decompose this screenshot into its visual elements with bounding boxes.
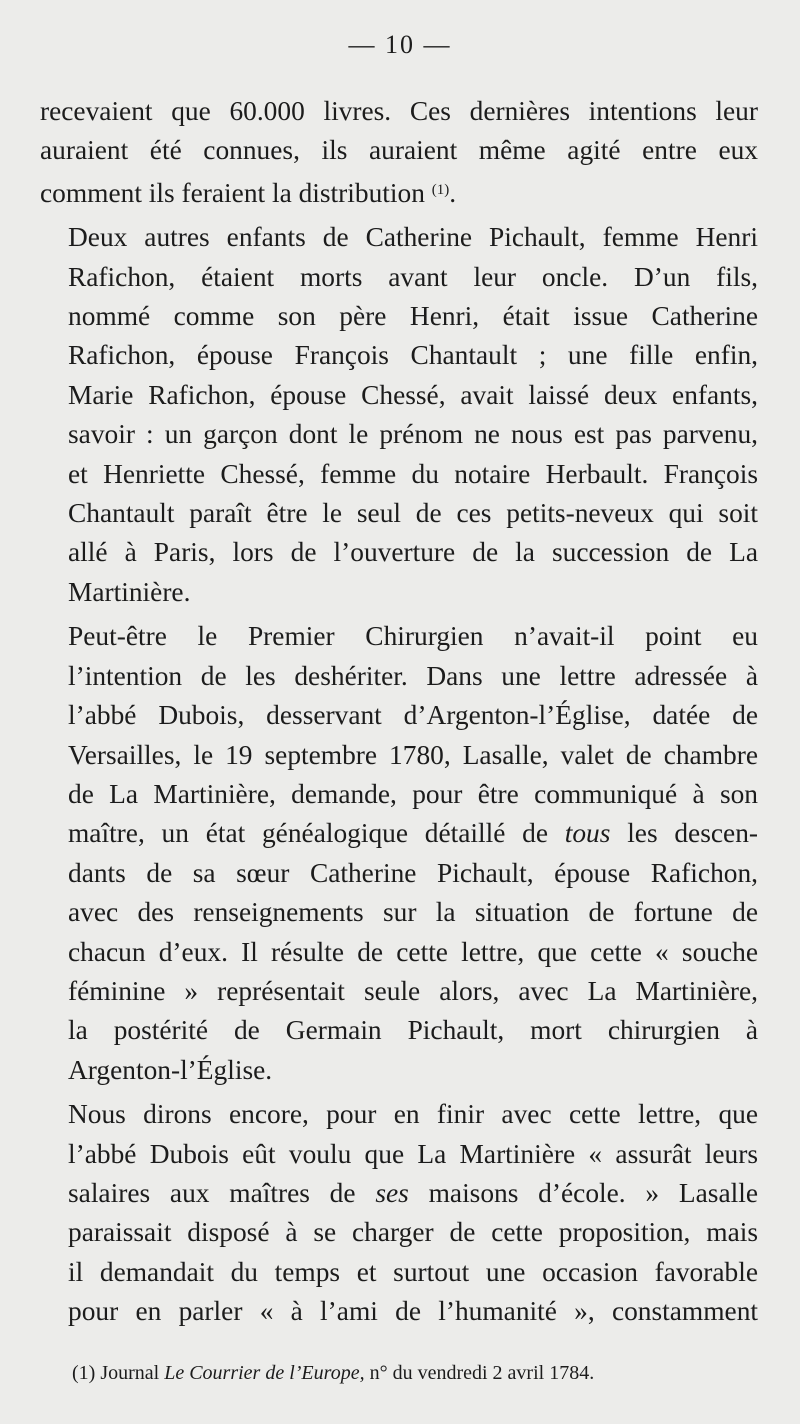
footnote-reference[interactable]: (1) [431, 181, 450, 198]
text-line: Peut-être le Premier Chirurgien n’avait-il point eu [68, 621, 758, 652]
text-line: Chantault paraît être le seul de ces petits-neveux qui soit [68, 498, 758, 529]
text-line [40, 171, 758, 213]
text-line: féminine » représentait seule alors, avec La Martinière, [68, 975, 758, 1006]
text-line [40, 1174, 758, 1213]
footnote-title: Le Courrier de l’Europe, [164, 1362, 365, 1384]
footnote-lead: Journal [100, 1362, 160, 1384]
paragraph-4 [40, 1095, 758, 1331]
text-line: la postérité de Germain Pichault, mort chirurgien à [68, 1015, 758, 1046]
footnote [72, 1360, 762, 1386]
text-fragment: . [449, 177, 457, 208]
italic-word: ses [375, 1177, 409, 1208]
page-number: — 10 — [348, 30, 452, 59]
text-line: chacun d’eux. Il résulte de cette lettre, que cette « souche [68, 936, 758, 967]
text-line: avec des renseignements sur la situation de fortune de [68, 897, 758, 928]
text-line [40, 814, 758, 853]
text-line: Martinière. [68, 576, 191, 607]
text-line: savoir : un garçon dont le prénom ne nous est pas parvenu, [68, 419, 758, 450]
text-fragment: maître, un état généalogique détaillé de [68, 818, 548, 849]
paragraph-1 [40, 92, 758, 213]
text-line: pour en parler « à l’ami de l’humanité », constamment [68, 1296, 758, 1327]
text-line: paraissait disposé à se charger de cette proposition, mais [68, 1217, 758, 1248]
text-line: dants de sa sœur Catherine Pichault, épouse Rafichon, [68, 857, 758, 888]
text-line: recevaient que 60.000 livres. Ces dernières intentions leur [40, 96, 758, 126]
text-fragment: salaires aux maîtres de [68, 1177, 356, 1208]
text-line: l’intention de les deshériter. Dans une lettre adressée à [68, 660, 758, 691]
text-line: Rafichon, étaient morts avant leur oncle. D’un fils, [68, 261, 758, 292]
text-line: nommé comme son père Henri, était issue Catherine [68, 301, 758, 332]
italic-word: tous [564, 818, 611, 849]
footnote-marker: (1) [72, 1362, 96, 1384]
paragraph-3 [40, 617, 758, 1090]
text-line: Argenton-l’Église. [68, 1054, 273, 1085]
text-fragment: les descen- [627, 818, 759, 849]
text-line: Deux autres enfants de Catherine Pichault, femme Henri [68, 222, 758, 253]
text-line: et Henriette Chessé, femme du notaire Herbault. François [68, 458, 758, 489]
text-fragment: maisons d’école. » Lasalle [428, 1177, 758, 1208]
text-line: de La Martinière, demande, pour être communiqué à son [68, 778, 758, 809]
text-line: il demandait du temps et surtout une occasion favorable [68, 1256, 758, 1287]
paragraph-2 [40, 218, 758, 612]
text-line: l’abbé Dubois, desservant d’Argenton-l’Église, datée de [68, 700, 758, 731]
text-line: Rafichon, épouse François Chantault ; une fille enfin, [68, 340, 758, 371]
footnote-details: n° du vendredi 2 avril 1784. [369, 1362, 595, 1384]
text-line: l’abbé Dubois eût voulu que La Martinière « assurât leurs [68, 1138, 758, 1169]
text-line: allé à Paris, lors de l’ouverture de la succession de La [68, 537, 758, 568]
text-line: Versailles, le 19 septembre 1780, Lasalle, valet de chambre [68, 739, 758, 770]
text-line: Nous dirons encore, pour en finir avec cette lettre, que [68, 1099, 758, 1130]
body-text [40, 92, 758, 1332]
text-line: Marie Rafichon, épouse Chessé, avait laissé deux enfants, [68, 379, 758, 410]
text-line: auraient été connues, ils auraient même agité entre eux [40, 135, 758, 166]
text-fragment: comment ils feraient la distribution [40, 177, 425, 208]
